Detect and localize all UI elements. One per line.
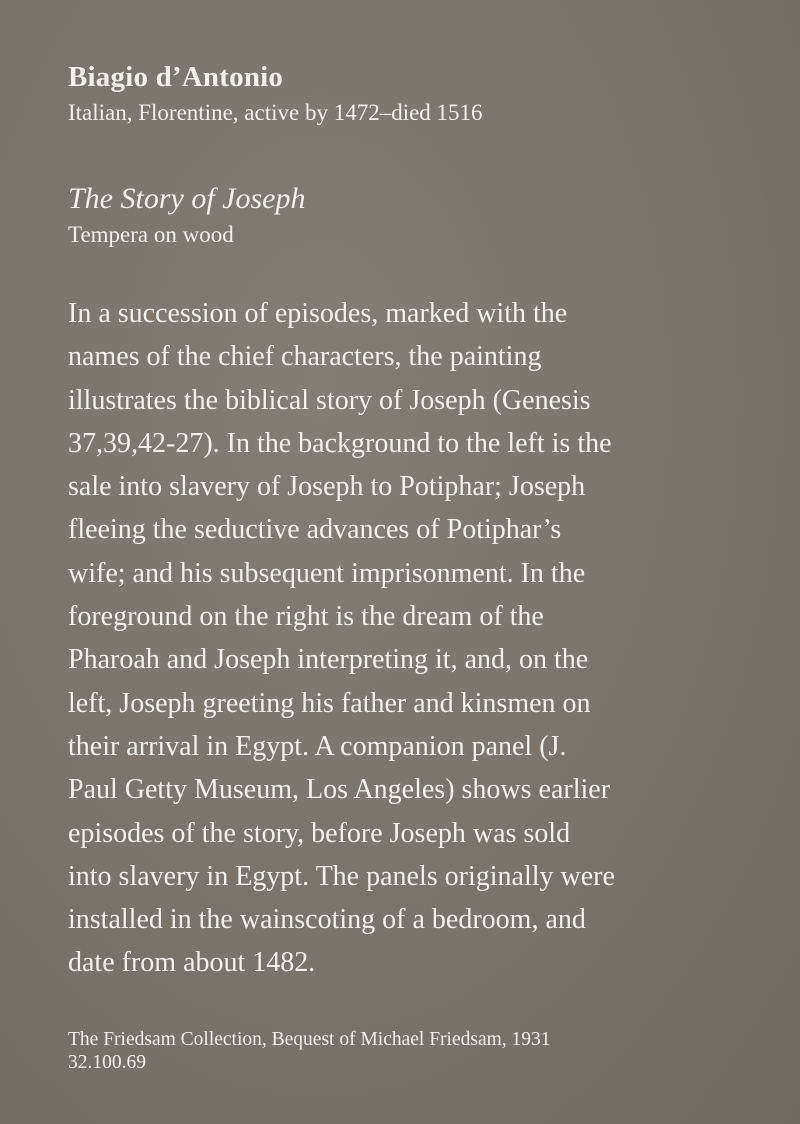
description-line: installed in the wainscoting of a bedroom, and [68,904,586,936]
description-line: episodes of the story, before Joseph was sold [68,817,571,849]
description-line: fleeing the seductive advances of Potiphar’s [68,514,562,546]
description-line: foreground on the right is the dream of the [68,601,544,633]
description-line: 37,39,42-27). In the background to the left is the [68,427,612,459]
description-line: Pharoah and Joseph interpreting it, and, on the [68,644,589,676]
description-line: In a succession of episodes, marked with the [68,298,568,329]
description-line: their arrival in Egypt. A companion panel (J. [68,730,567,762]
credit-text: The Friedsam Collection, Bequest of Michael Friedsam, 1931 [68,1029,551,1050]
description-line: date from about 1482. [68,947,316,979]
description-line: Paul Getty Museum, Los Angeles) shows earlier [68,774,611,806]
description [68,292,728,985]
description-line: wife; and his subsequent imprisonment. In the [68,557,586,589]
description-line: illustrates the biblical story of Joseph (Genesis [68,384,591,416]
museum-label [68,58,768,985]
work-medium: Tempera on wood [68,222,234,247]
work-title: The Story of Joseph [68,182,306,215]
artist-name: Biagio d’Antonio [68,61,284,93]
description-line: names of the chief characters, the painting [68,341,542,373]
credit-line [68,1028,551,1074]
accession-number: 32.100.69 [68,1052,146,1073]
description-line: sale into slavery of Joseph to Potiphar; Joseph [68,471,586,503]
description-line: into slavery in Egypt. The panels originally were [68,860,615,892]
description-line: left, Joseph greeting his father and kinsmen on [68,687,591,719]
artist-info: Italian, Florentine, active by 1472–died 1516 [68,100,483,125]
